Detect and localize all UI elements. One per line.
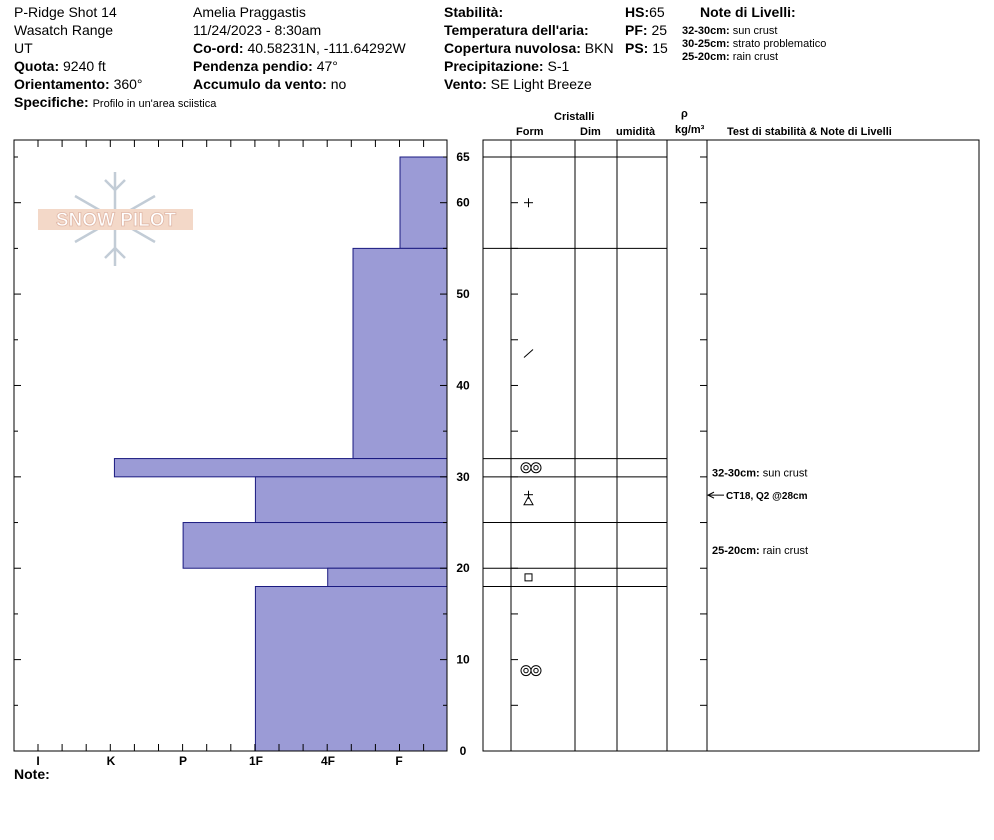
crystal-form-symbol bbox=[521, 666, 541, 676]
hardness-bar bbox=[255, 587, 447, 751]
precipitation: Precipitazione: S-1 bbox=[444, 58, 570, 74]
elevation: Quota: 9240 ft bbox=[14, 58, 106, 74]
hardness-label: K bbox=[106, 754, 116, 768]
crystal-form-symbol bbox=[521, 463, 541, 473]
hardness-bar bbox=[183, 523, 447, 569]
snowpilot-logo-text: SNOW PILOT bbox=[55, 210, 177, 231]
crystals-header: Cristalli bbox=[554, 111, 595, 123]
stability-label: Stabilità: bbox=[444, 4, 504, 20]
profile-table-frame bbox=[483, 140, 979, 751]
specifics: Specifiche: Profilo in un'area sciistica bbox=[14, 94, 217, 110]
layer-annotation: 32-30cm: sun crust bbox=[712, 467, 808, 480]
date-time: 11/24/2023 - 8:30am bbox=[193, 22, 322, 38]
crystal-form-symbol bbox=[524, 198, 533, 207]
crystal-form-symbol bbox=[524, 349, 533, 357]
layer-note: 30-25cm: strato problematico bbox=[682, 38, 827, 50]
depth-label: 40 bbox=[456, 378, 470, 393]
depth-label: 10 bbox=[456, 652, 470, 667]
hardness-bar bbox=[353, 248, 447, 458]
depth-label: 30 bbox=[456, 469, 470, 484]
hardness-label: P bbox=[178, 754, 188, 768]
hardness-bar bbox=[255, 477, 447, 523]
layer-annotation: 25-20cm: rain crust bbox=[712, 544, 809, 557]
ski-penetration: PS: 15 bbox=[625, 40, 668, 56]
crystal-form-symbol bbox=[524, 491, 533, 505]
crystal-form-symbol bbox=[525, 574, 532, 581]
stability-test-label: CT18, Q2 @28cm bbox=[726, 491, 808, 503]
hardness-label: I bbox=[36, 754, 40, 768]
mountain-range: Wasatch Range bbox=[14, 22, 114, 38]
hardness-bar bbox=[114, 459, 447, 477]
snow-height: HS:65 bbox=[625, 4, 665, 20]
hardness-bar bbox=[400, 157, 447, 248]
size-header: Dim bbox=[580, 126, 601, 138]
density-unit: kg/m³ bbox=[675, 124, 705, 136]
depth-label: 20 bbox=[456, 561, 470, 576]
cloud-cover: Copertura nuvolosa: BKN bbox=[444, 40, 614, 56]
depth-label: 65 bbox=[456, 150, 470, 164]
notes-label: Note: bbox=[14, 766, 50, 782]
foot-penetration: PF: 25 bbox=[625, 22, 668, 38]
layer-note: 25-20cm: rain crust bbox=[682, 51, 779, 63]
depth-label: 0 bbox=[459, 744, 467, 758]
hardness-label: F bbox=[395, 754, 403, 768]
stability-notes-header: Test di stabilità & Note di Livelli bbox=[727, 126, 892, 138]
layer-note: 32-30cm: sun crust bbox=[682, 25, 778, 37]
site-name: P-Ridge Shot 14 bbox=[14, 4, 117, 20]
moisture-header: umidità bbox=[616, 126, 656, 138]
observer: Amelia Praggastis bbox=[193, 4, 306, 20]
coordinates: Co-ord: 40.58231N, -111.64292W bbox=[193, 40, 406, 56]
depth-label: 60 bbox=[456, 195, 470, 210]
air-temperature: Temperatura dell'aria: bbox=[444, 22, 589, 38]
density-symbol: ρ bbox=[681, 108, 688, 120]
form-header: Form bbox=[516, 126, 544, 138]
wind-loading: Accumulo da vento: no bbox=[193, 76, 347, 92]
state: UT bbox=[14, 40, 33, 56]
aspect: Orientamento: 360° bbox=[14, 76, 143, 92]
hardness-label: 4F bbox=[320, 754, 336, 768]
slope-angle: Pendenza pendio: 47° bbox=[193, 58, 338, 74]
hardness-label: 1F bbox=[248, 754, 264, 768]
depth-label: 50 bbox=[456, 287, 470, 302]
layer-notes-title: Note di Livelli: bbox=[700, 4, 796, 20]
hardness-bar bbox=[328, 568, 447, 586]
wind: Vento: SE Light Breeze bbox=[444, 76, 592, 92]
